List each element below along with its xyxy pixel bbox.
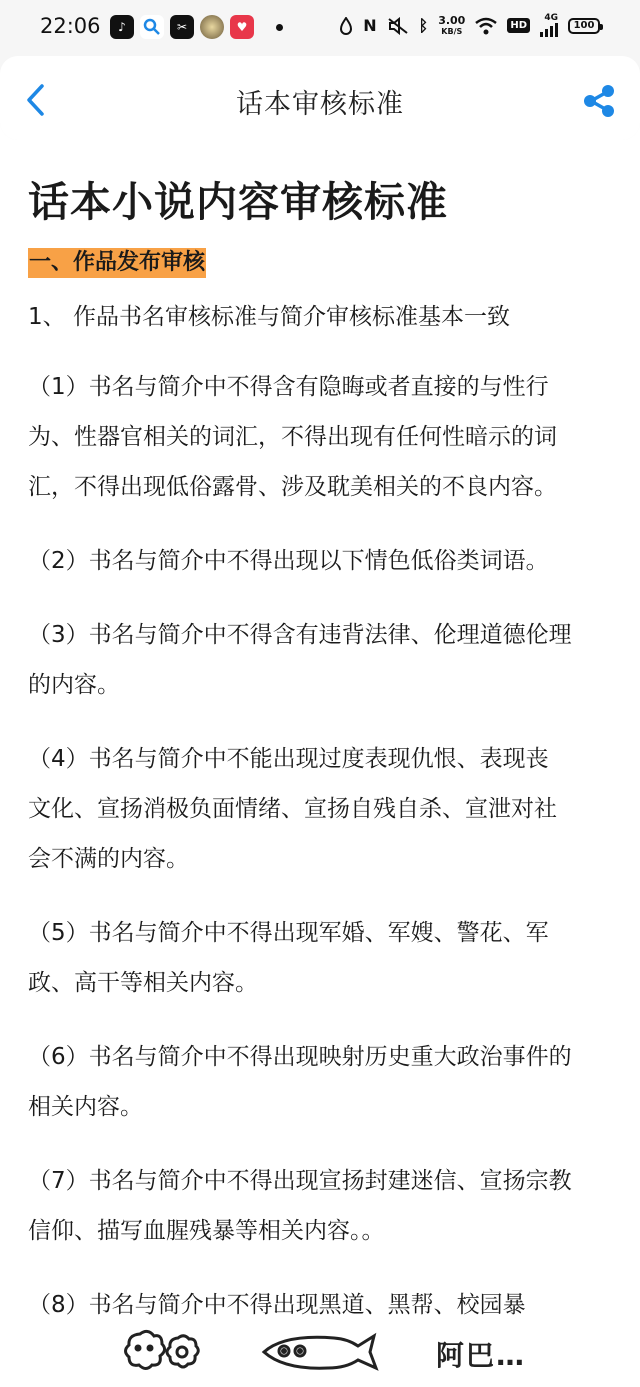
heart-app-icon: ♥: [230, 15, 254, 39]
paragraph-line: （5）书名与简介中不得出现军婚、军嫂、警花、军: [28, 920, 549, 946]
paragraph-line: 会不满的内容。: [28, 846, 189, 872]
game-icon: [200, 15, 224, 39]
more-notifications-dot: [276, 24, 283, 31]
paragraph-line: （3）书名与简介中不得含有违背法律、伦理道德伦理: [28, 622, 572, 648]
paragraph-line: （7）书名与简介中不得出现宣扬封建迷信、宣扬宗教: [28, 1168, 572, 1194]
status-time: 22:06: [40, 14, 101, 38]
paragraph-line: （6）书名与简介中不得出现映射历史重大政治事件的: [28, 1044, 572, 1070]
paragraph-line: （1）书名与简介中不得含有隐晦或者直接的与性行: [28, 374, 549, 400]
paragraph-line: 的内容。: [28, 672, 120, 698]
search-icon: [140, 15, 164, 39]
hd-badge: HD: [507, 18, 530, 33]
bottom-sticker-bar: [0, 1320, 640, 1387]
paragraph-line: （8）书名与简介中不得出现黑道、黑帮、校园暴: [28, 1292, 526, 1318]
notification-app-icons: [110, 15, 283, 39]
rule-item-2: [28, 536, 618, 586]
section-heading: 一、作品发布审核: [28, 248, 206, 278]
mute-icon: [387, 17, 409, 35]
location-drop-icon: [339, 17, 353, 35]
rule-item-3: [28, 610, 618, 710]
paragraph-line: 汇，不得出现低俗露骨、涉及耽美相关的不良内容。: [28, 474, 557, 500]
capcut-icon: ✂: [170, 15, 194, 39]
rule-item-7: [28, 1156, 618, 1256]
nfc-icon: N: [363, 16, 377, 35]
document-title: 话本小说内容审核标准: [28, 178, 448, 226]
sticker-text: 阿巴…: [436, 1339, 527, 1372]
rule-item-4: [28, 734, 618, 884]
battery-icon: 100: [568, 18, 600, 34]
rule-item-5: [28, 908, 618, 1008]
paragraph-line: 信仰、描写血腥残暴等相关内容。。: [28, 1218, 385, 1244]
share-button[interactable]: [582, 84, 616, 118]
article-content: [28, 140, 618, 1380]
paragraph-line: 政、高干等相关内容。: [28, 970, 258, 996]
cellular-signal: 4G: [540, 14, 558, 37]
paragraph-line: 文化、宣扬消极负面情绪、宣扬自残自杀、宣泄对社: [28, 796, 557, 822]
status-bar: [0, 0, 640, 56]
paragraph-line: （2）书名与简介中不得出现以下情色低俗类词语。: [28, 548, 549, 574]
rule-item-6: [28, 1032, 618, 1132]
nav-bar: [0, 56, 640, 140]
network-speed: 3.00 KB/S: [438, 13, 466, 36]
flower-sticker-icon: [118, 1326, 208, 1376]
page-title: 话本审核标准: [236, 89, 404, 120]
wifi-icon: [475, 17, 497, 35]
bluetooth-icon: ᛒ: [418, 16, 429, 35]
paragraph-line: 相关内容。: [28, 1094, 143, 1120]
paragraph-line: （4）书名与简介中不能出现过度表现仇恨、表现丧: [28, 746, 549, 772]
rule-paragraphs: [28, 362, 618, 1380]
status-indicators: [339, 14, 600, 37]
share-icon: [582, 84, 616, 118]
nav-bar-surface: [0, 56, 640, 140]
paragraph-line: 为、性器官相关的词汇，不得出现有任何性暗示的词: [28, 424, 557, 450]
rule-item-1: [28, 362, 618, 512]
rule-title: 1、 作品书名审核标准与简介审核标准基本一致: [28, 304, 510, 330]
tiktok-icon: ♪: [110, 15, 134, 39]
fish-sticker-icon: [258, 1326, 382, 1376]
